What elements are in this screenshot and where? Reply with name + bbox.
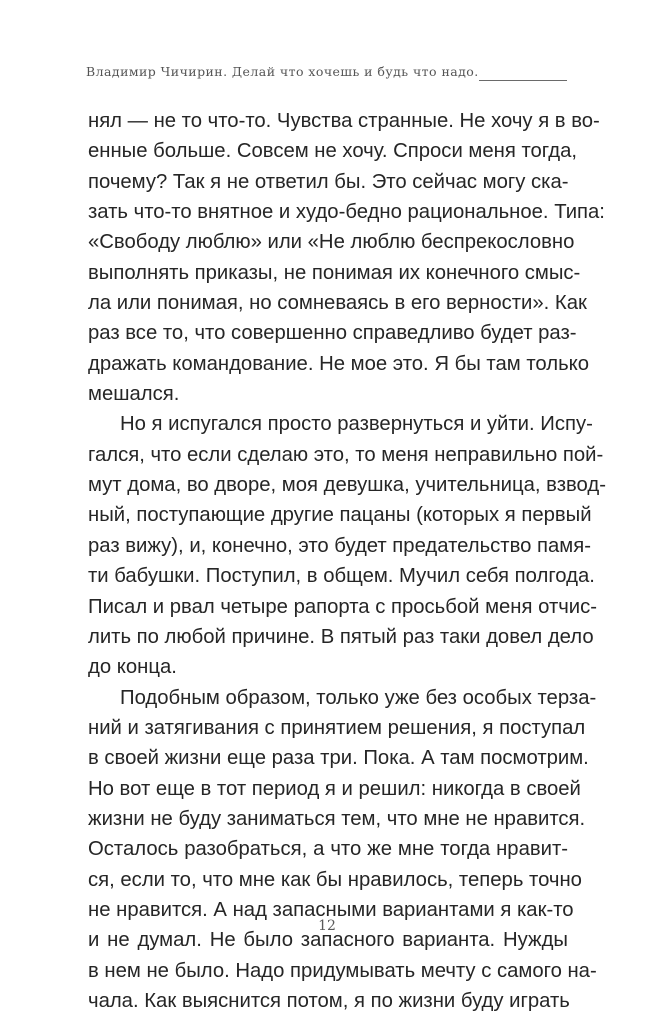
text-line: Осталось разобраться, а что же мне тогда нравит- bbox=[88, 838, 568, 861]
text-line: дражать командование. Не мое это. Я бы там только bbox=[88, 352, 590, 375]
text-line: до конца. bbox=[88, 656, 177, 679]
text-line: ти бабушки. Поступил, в общем. Мучил себя полгода. bbox=[88, 565, 595, 588]
page-number: 12 bbox=[318, 918, 336, 934]
text-line: и не думал. Не было запасного варианта. Нужды bbox=[88, 929, 568, 952]
text-line: мешался. bbox=[88, 383, 180, 406]
text-line: в нем не было. Надо придумывать мечту с самого на- bbox=[88, 959, 597, 982]
text-line: раз все то, что совершенно справедливо будет раз- bbox=[88, 322, 577, 345]
text-line: мут дома, во дворе, моя девушка, учительница, взвод- bbox=[88, 474, 606, 497]
paragraph-1 bbox=[88, 106, 605, 409]
text-line: енные больше. Совсем не хочу. Спроси меня тогда, bbox=[88, 140, 578, 163]
text-line: Но я испугался просто развернуться и уйти. Испу- bbox=[120, 413, 593, 436]
paragraph-3 bbox=[88, 683, 597, 1016]
text-line: не нравится. А над запасными вариантами я как-то bbox=[88, 898, 574, 921]
text-line: ся, если то, что мне как бы нравилось, теперь точно bbox=[88, 868, 582, 891]
text-line: ла или понимая, но сомневаясь в его верности». Как bbox=[88, 292, 587, 315]
text-line: почему? Так я не ответил бы. Это сейчас могу ска- bbox=[88, 170, 569, 193]
text-line: Подобным образом, только уже без особых терза- bbox=[120, 686, 597, 709]
text-line: лить по любой причине. В пятый раз таки довел дело bbox=[88, 625, 594, 648]
text-line: ный, поступающие другие пацаны (которых я первый bbox=[88, 504, 592, 527]
header-rule bbox=[479, 80, 567, 81]
text-line: гался, что если сделаю это, то меня неправильно пой- bbox=[88, 443, 604, 466]
text-line: ний и затягивания с принятием решения, я поступал bbox=[88, 716, 586, 739]
text-line: выполнять приказы, не понимая их конечного смыс- bbox=[88, 261, 581, 284]
paragraph-2 bbox=[88, 409, 606, 682]
text-line: жизни не буду заниматься тем, что мне не нравится. bbox=[88, 807, 586, 830]
body-text bbox=[88, 106, 606, 1016]
text-line: «Свободу люблю» или «Не люблю беспрекословно bbox=[88, 231, 575, 254]
text-line: Писал и рвал четыре рапорта с просьбой меня отчис- bbox=[88, 595, 598, 618]
running-head: Владимир Чичирин. Делай что хочешь и будь что надо. bbox=[86, 64, 479, 79]
text-line: чала. Как выяснится потом, я по жизни буду играть bbox=[88, 989, 570, 1012]
text-line: нял — не то что-то. Чувства странные. Не хочу я в во- bbox=[88, 110, 600, 132]
text-line: зать что-то внятное и худо-бедно рациональное. Типа: bbox=[88, 201, 605, 224]
text-line: раз вижу), и, конечно, это будет предательство памя- bbox=[88, 534, 591, 557]
text-line: Но вот еще в тот период я и решил: никогда в своей bbox=[88, 777, 581, 800]
text-line: в своей жизни еще раза три. Пока. А там посмотрим. bbox=[88, 747, 589, 770]
